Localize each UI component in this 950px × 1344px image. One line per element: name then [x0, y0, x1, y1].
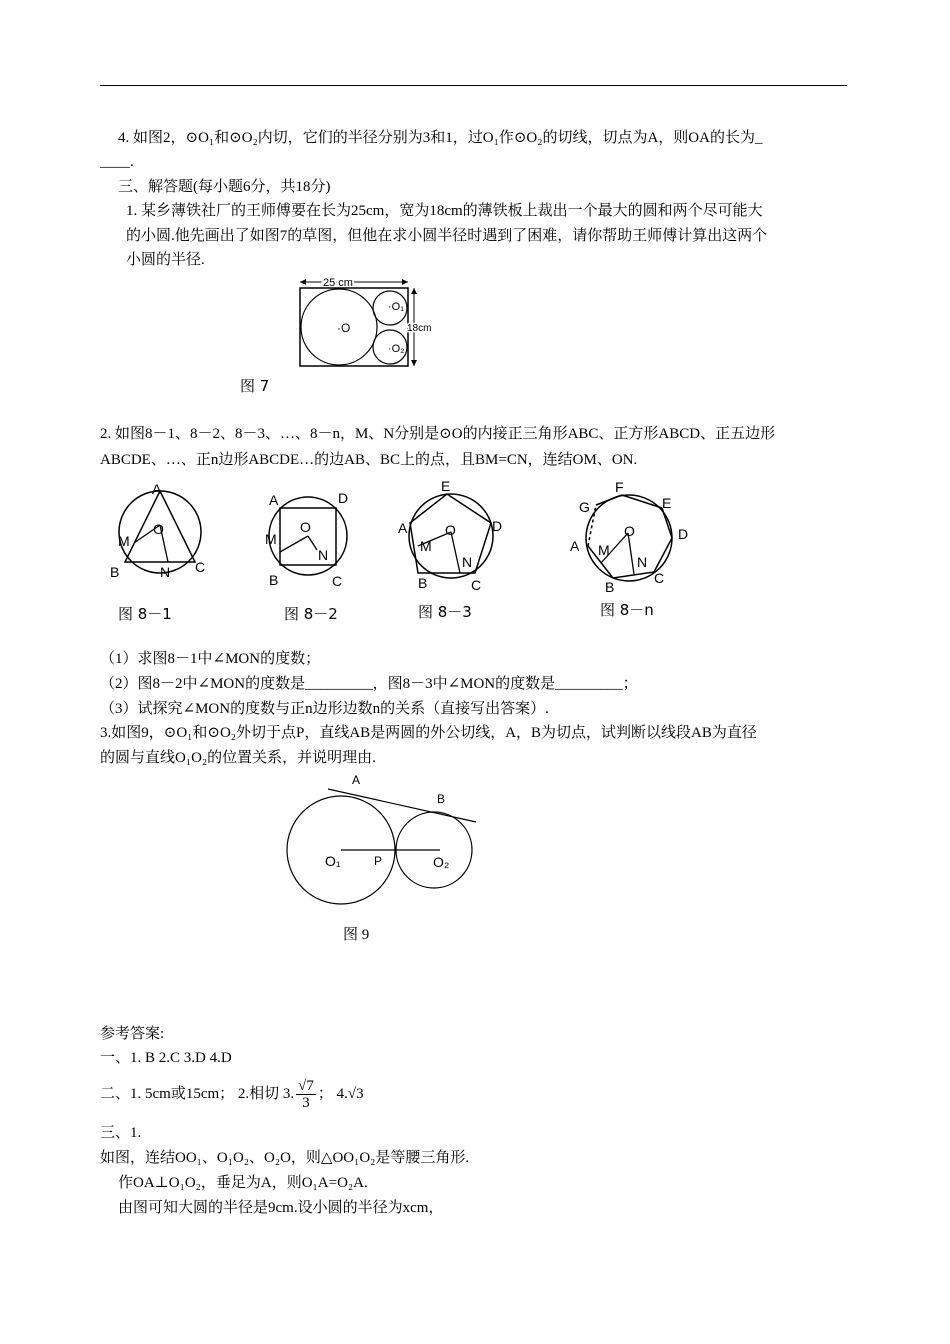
answers-part3-head: 三、1.	[100, 1125, 142, 1141]
header-rule	[100, 85, 847, 86]
q4-line2: ____.	[100, 154, 134, 170]
fig82-label-B: B	[269, 572, 279, 588]
answers-part2-fraction	[296, 1078, 316, 1111]
figure-7	[290, 272, 450, 372]
fig82-label-O: O	[300, 519, 311, 535]
fig8n-label-B: B	[605, 579, 615, 595]
fig9-label-O1: O₁	[325, 853, 341, 869]
fig8n-label-D: D	[678, 526, 689, 542]
fig82-caption: 图 8－2	[284, 605, 338, 623]
q4-line1: 4. 如图2，⊙O₁和⊙O₂内切，它们的半径分别为3和1，过O₁作⊙O₂的切线，切点为A，则OA的长为_	[118, 130, 763, 146]
fig82-label-A: A	[269, 492, 279, 508]
fig83-label-N: N	[462, 554, 473, 570]
figure-8-3	[396, 476, 511, 596]
fig7-height-label: 18cm	[407, 323, 432, 334]
p2-sub1: （1）求图8－1中∠MON的度数；	[100, 651, 321, 667]
fraction-denominator: 3	[302, 1095, 310, 1112]
fig9-caption: 图 9	[343, 927, 370, 943]
fig83-label-C: C	[471, 577, 482, 593]
fig8n-label-M: M	[598, 542, 610, 558]
fig83-label-D: D	[492, 518, 503, 534]
fig82-label-N: N	[318, 547, 329, 563]
fig7-o2-label: ·O₂	[388, 343, 405, 355]
p2-line1: 2. 如图8－1、8－2、8－3、…、8－n，M、N分别是⊙O的内接正三角形ABC、正方形ABCD、正五边形	[100, 426, 776, 442]
fig83-label-O: O	[445, 522, 456, 538]
fig83-label-B: B	[418, 575, 428, 591]
fig7-center-label: ·O	[337, 321, 351, 335]
figure-8-1	[108, 480, 218, 585]
fig9-label-B: B	[437, 792, 446, 806]
answers-title: 参考答案:	[100, 1026, 165, 1042]
fig81-caption: 图 8－1	[118, 605, 172, 623]
fig7-width-label: 25 cm	[323, 277, 353, 289]
figure-8-2	[262, 486, 362, 591]
fig8n-label-G: G	[579, 499, 590, 515]
figure-8-n	[566, 476, 696, 596]
fig9-label-A: A	[352, 773, 361, 787]
p3-line2: 的圆与直线O₁O₂的位置关系，并说明理由.	[100, 750, 376, 766]
answers-part2-suffix: ； 4.√3	[317, 1086, 364, 1102]
fig9-label-O2: O₂	[433, 854, 450, 870]
fig8n-label-O: O	[624, 523, 635, 539]
p2-sub2: （2）图8－2中∠MON的度数是_________，图8－3中∠MON的度数是_________；	[100, 676, 638, 692]
p1-line3: 小圆的半径.	[126, 252, 205, 268]
p1-line2: 的小圆.他先画出了如图7的草图，但他在求小圆半径时遇到了困难，请你帮助王师傅计算出这两个	[126, 228, 768, 244]
fig83-label-M: M	[420, 538, 432, 554]
fig8n-label-F: F	[615, 479, 624, 495]
answers-part2-prefix: 二、1. 5cm或15cm； 2.相切 3.	[100, 1086, 295, 1102]
p2-sub3: （3）试探究∠MON的度数与正n边形边数n的关系（直接写出答案）.	[100, 701, 549, 717]
fig81-label-A: A	[152, 481, 162, 497]
fig8n-caption: 图 8－n	[600, 601, 654, 619]
fig81-label-C: C	[195, 559, 206, 575]
fig81-label-N: N	[160, 564, 171, 580]
answers-part2	[100, 1074, 364, 1114]
answers-line1: 如图，连结OO₁、O₁O₂、O₂O，则△OO₁O₂是等腰三角形.	[100, 1150, 470, 1166]
fig8n-label-C: C	[654, 570, 665, 586]
p3-line1: 3.如图9，⊙O₁和⊙O₂外切于点P，直线AB是两圆的外公切线，A，B为切点，试判断以线段AB为直径	[100, 725, 757, 741]
p2-line2: ABCDE、…、正n边形ABCDE…的边AB、BC上的点，且BM=CN，连结OM、ON.	[100, 452, 638, 468]
answers-part1: 一、1. B 2.C 3.D 4.D	[100, 1050, 232, 1066]
fig83-caption: 图 8－3	[418, 603, 472, 621]
fig8n-label-E: E	[662, 495, 672, 511]
fig9-label-P: P	[374, 854, 383, 868]
fig8n-label-N: N	[637, 554, 648, 570]
fig83-label-E: E	[441, 478, 451, 494]
fig7-caption: 图 7	[240, 377, 270, 395]
figure-9	[285, 770, 485, 910]
fig81-label-O: O	[153, 521, 164, 537]
fraction-numerator: √7	[298, 1078, 314, 1095]
answers-line2: 作OA⊥O₁O₂，垂足为A，则O₁A=O₂A.	[118, 1175, 368, 1191]
fig82-label-C: C	[332, 573, 343, 589]
fig8n-label-A: A	[570, 538, 580, 554]
fig81-label-M: M	[118, 533, 130, 549]
answers-line3: 由图可知大圆的半径是9cm.设小圆的半径为xcm，	[118, 1200, 444, 1216]
p1-line1: 1. 某乡薄铁社厂的王师傅要在长为25cm，宽为18cm的薄铁板上裁出一个最大的圆和两个尽可能大	[126, 203, 763, 219]
section3-title: 三、解答题(每小题6分，共18分)	[118, 179, 331, 195]
fig82-label-D: D	[338, 490, 349, 506]
fig83-label-A: A	[398, 520, 408, 536]
fig81-label-B: B	[110, 564, 120, 580]
fig82-label-M: M	[265, 531, 277, 547]
fig7-o1-label: ·O₁	[388, 301, 404, 313]
